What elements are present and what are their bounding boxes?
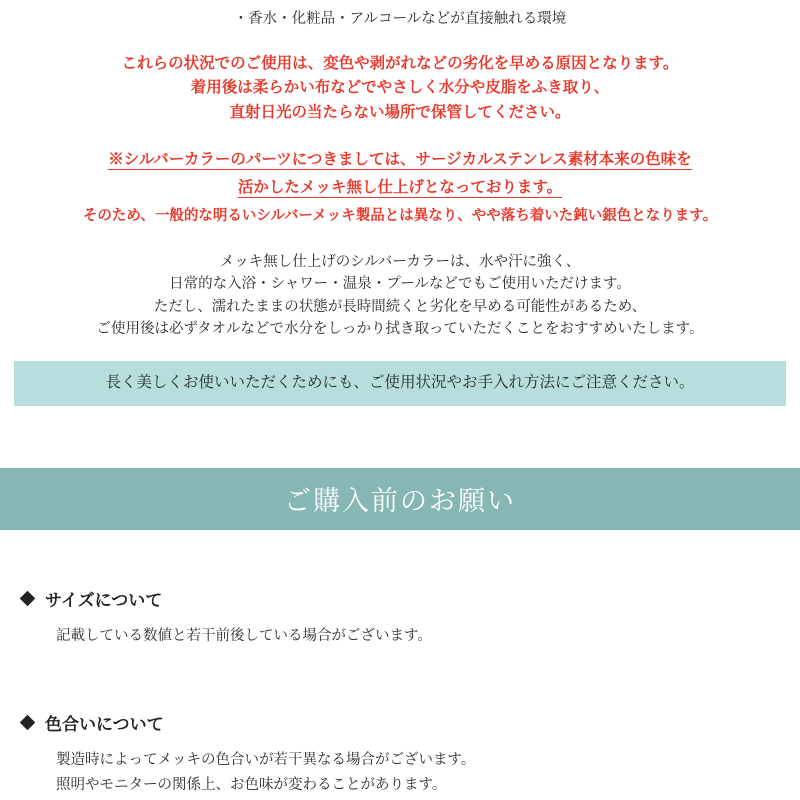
silver-care-line-1: メッキ無し仕上げのシルバーカラーは、水や汗に強く、: [219, 253, 581, 270]
silver-underlined-line-2: [0, 175, 800, 197]
item-size-heading-text: サイズについて: [45, 590, 163, 610]
item-color-heading-text: 色合いについて: [45, 715, 164, 735]
silver-care-line-3: ただし、濡れたままの状態が長時間続くと劣化を早める可能性があるため、: [153, 298, 647, 315]
item-color-body: [56, 748, 800, 798]
warning-line-1: これらの状況でのご使用は、変色や剥がれなどの劣化を早める原因となります。: [121, 55, 679, 73]
item-color-heading: [22, 710, 800, 735]
silver-underlined-text-2: 活かしたメッキ無し仕上げとなっております。: [237, 178, 563, 196]
warning-section: [0, 52, 800, 124]
diamond-bullet-icon: [20, 715, 36, 731]
silver-care-line-2: 日常的な入浴・シャワー・温泉・プールなどでもご使用いただけます。: [169, 276, 631, 293]
item-size: [22, 586, 800, 649]
silver-care-line-4: ご使用後は必ずタオルなどで水分をしっかり拭き取っていただくことをおすすめいたします。: [96, 321, 704, 338]
silver-underlined-line-1: [0, 147, 800, 169]
item-color: [22, 710, 800, 798]
diamond-bullet-icon: [20, 590, 36, 606]
silver-color-section: [0, 147, 800, 227]
item-size-body: [56, 624, 800, 649]
item-color-body-line-2: 照明やモニターの関係上、お色味が変わることがあります。: [56, 777, 447, 794]
item-size-body-line-1: 記載している数値と若干前後している場合がございます。: [56, 627, 432, 644]
silver-underlined-text-1: ※シルバーカラーのパーツにつきましては、サージカルステンレス素材本来の色味を: [108, 150, 692, 168]
silver-sub-line: そのため、一般的な明るいシルバーメッキ製品とは異なり、やや落ち着いた鈍い銀色となります。: [82, 207, 718, 224]
silver-care-section: [0, 251, 800, 341]
environment-note-line: ・香水・化粧品・アルコールなどが直接触れる環境: [233, 11, 567, 27]
highlight-banner: 長く美しくお使いいただくためにも、ご使用状況やお手入れ方法にご注意ください。: [14, 361, 786, 406]
warning-line-3: 直射日光の当たらない場所で保管してください。: [229, 103, 571, 121]
item-color-body-line-1: 製造時によってメッキの色合いが若干異なる場合がございます。: [56, 752, 476, 769]
environment-note-section: [0, 0, 800, 30]
warning-line-2: 着用後は柔らかい布などでやさしく水分や皮脂をふき取り、: [190, 79, 610, 97]
purchase-request-title: ご購入前のお願い: [284, 486, 516, 517]
item-size-heading: [22, 586, 800, 611]
purchase-request-band: [0, 468, 800, 530]
